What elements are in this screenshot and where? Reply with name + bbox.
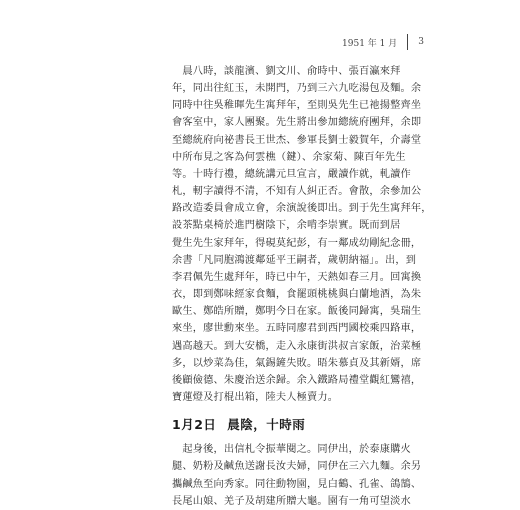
text-line: 路改造委員會成立會，余演說後即出。到于先生寓拜年，: [172, 203, 432, 215]
diary-text: [172, 63, 472, 510]
entry-jan-1: [172, 63, 472, 406]
text-line: 寶蓮燈及打棍出箱，陸夫人極賣力。: [172, 391, 339, 403]
text-line: 晨八時，談龍濱、劉文川、俞時中、張百瀛來拜: [172, 66, 401, 77]
entry-jan-2: [172, 441, 472, 510]
text-line: 攜鹹魚至向秀家。同往動物園，見白鶴、孔雀、鴿鵠、: [172, 478, 422, 490]
text-line: 後顧儉德、朱慶治送余歸。余入鐵路局禮堂觀紅鸞禧，: [172, 374, 422, 386]
text-line: 設茶點桌椅於進門樹陰下，余啃李崇實。既而到居: [172, 220, 401, 232]
text-line: 中所布見之客為何雲樵（鍵）、余家菊、陳百年先生: [172, 151, 406, 163]
text-line: 多，以炒菜為佳，氣錫鏟失敗。晤朱慕貞及其新婿，席: [172, 357, 422, 369]
text-line: 至總統府向祕書長王世杰、參軍長劉士毅賀年，介壽堂: [172, 134, 422, 146]
entry-heading-jan-2: [172, 416, 472, 433]
text-line: 李君佩先生處拜年，時已中午，天熱如春三月。回寓換: [172, 271, 422, 283]
text-line: 遇高越天。到大安橋，走入永康街洪叔言家飯，治菜極: [172, 340, 422, 352]
page-number: 3: [418, 37, 424, 47]
running-header: [342, 34, 424, 50]
entry-weather: 晨陰，十時雨: [227, 417, 306, 433]
text-line: 衣，即到鄭味經家食麵，食罷頭桃桃與白蘭地酒，為朱: [172, 289, 422, 301]
text-line: 會客室中，家人團聚。先生將出參加總統府團拜，余即: [172, 117, 422, 129]
text-line: 同時中往吳稚暉先生寓拜年，至則吳先生已祂揚整齊坐: [172, 100, 422, 112]
header-date: 1951 年 1 月: [342, 38, 398, 49]
text-line: 長尾山娘、羌子及胡建所贈大龜。園有一角可望淡水: [172, 495, 411, 507]
text-line: 覺生先生家拜年，得硯莫紀彭，有一鄰成幼剛紀念冊，: [172, 237, 422, 249]
entry-date: 1月2日: [172, 417, 217, 433]
text-line: 歐生、鄭皓所贈，鄭明今日在家。飯後同歸寓，吳瑞生: [172, 306, 422, 318]
text-line: 余書「凡同胞鴻渡鄰延平王嗣者，歲朝納福」。出，到: [172, 254, 417, 266]
text-line: 來坐，廖世勳來坐。五時同廖君到西門國校乘四路車，: [172, 323, 422, 335]
text-line: 年，同出往紅玉，未開門，乃到三六九吃湯包及麵。余: [172, 83, 422, 95]
text-line: 等。十時行禮，總統講元旦宣言，嚴讀作就，軋讀作: [172, 168, 411, 180]
text-line: 起身後，出信札令振華閱之。同伊出，於泰康購火: [172, 444, 411, 456]
text-line: 腿、奶粉及鹹魚送謝長汝夫婦，同伊在三六九麵。余另: [172, 461, 422, 473]
header-divider: [407, 34, 408, 50]
text-line: 札，軔字讀得不清，不知有人糾正否。會散，余參加公: [172, 186, 422, 198]
